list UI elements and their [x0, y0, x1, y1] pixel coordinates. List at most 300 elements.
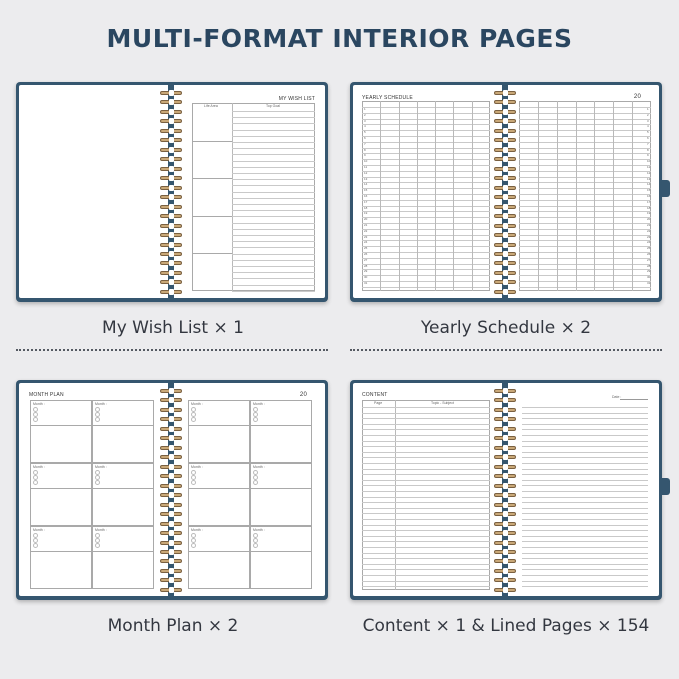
day-number: 21 [647, 223, 651, 227]
bullet-circle [191, 480, 196, 485]
ruled-line [522, 452, 648, 453]
ruled-line [522, 553, 648, 554]
ruled-line [522, 564, 648, 565]
ruled-line [232, 204, 315, 205]
spiral-coil [494, 156, 518, 162]
spiral-coil [494, 426, 518, 432]
month-box [188, 526, 250, 589]
ruled-line [232, 254, 315, 255]
ruled-line [522, 485, 648, 486]
month-box [92, 526, 154, 589]
day-number: 1 [647, 107, 649, 111]
bullet-circle [253, 480, 258, 485]
day-number: 11 [364, 165, 368, 169]
ruled-line [522, 446, 648, 447]
spiral-coil [160, 416, 184, 422]
grid-column [380, 101, 381, 291]
spiral-coil [160, 90, 184, 96]
section-divider [192, 178, 232, 179]
month-label: Month : [95, 528, 107, 532]
month-divider [188, 488, 250, 489]
lined-page [508, 383, 659, 596]
month-label: Month : [253, 402, 265, 406]
spiral-coil [494, 166, 518, 172]
ruled-line [522, 581, 648, 582]
day-number: 19 [647, 211, 651, 216]
spiral-coil [494, 388, 518, 394]
spiral-coil [160, 204, 184, 210]
day-number: 29 [647, 269, 651, 274]
month-box [250, 400, 312, 463]
spiral-coil [160, 521, 184, 527]
spiral-coil [160, 289, 184, 295]
ruled-line [232, 136, 315, 137]
ruled-line [362, 407, 490, 408]
spiral-coil [494, 587, 518, 593]
ruled-line [362, 441, 490, 442]
spiral-coil [494, 175, 518, 181]
ruled-line [362, 452, 490, 453]
day-number: 16 [647, 194, 651, 198]
section-divider [192, 216, 232, 217]
spiral-coil [494, 549, 518, 555]
ruled-line [232, 291, 315, 292]
spiral-coil [494, 185, 518, 191]
spiral-coil [494, 558, 518, 564]
bullet-circle [253, 543, 258, 548]
spiral-coil [160, 270, 184, 276]
spiral-coil [494, 397, 518, 403]
spiral-binding [160, 388, 184, 593]
month-box [92, 400, 154, 463]
ruled-line [522, 569, 648, 570]
ruled-line [232, 278, 315, 279]
spiral-coil [160, 445, 184, 451]
spiral-coil [494, 464, 518, 470]
ruled-line [362, 525, 490, 526]
ruled-line [362, 446, 490, 447]
ruled-line [362, 418, 490, 419]
ruled-line [522, 469, 648, 470]
spiral-coil [494, 204, 518, 210]
day-number: 5 [364, 130, 366, 135]
day-number: 9 [647, 153, 649, 158]
spiral-coil [494, 568, 518, 574]
ruled-line [362, 413, 490, 414]
spiral-coil [160, 492, 184, 498]
day-number: 7 [647, 141, 649, 146]
month-divider [188, 551, 250, 552]
ruled-line [362, 463, 490, 464]
ruled-line [232, 117, 315, 118]
ruled-line [232, 285, 315, 286]
spiral-coil [494, 502, 518, 508]
grid-column [613, 101, 614, 291]
spiral-coil [160, 260, 184, 266]
ruled-line [522, 418, 648, 419]
day-number: 8 [647, 147, 649, 152]
spiral-coil [494, 128, 518, 134]
ruled-line [232, 167, 315, 168]
ruled-line [522, 519, 648, 520]
life-area-header: Life Area [204, 104, 218, 108]
spiral-coil [160, 137, 184, 143]
month-box [30, 400, 92, 463]
month-divider [92, 425, 154, 426]
ruled-line [362, 547, 490, 548]
ruled-line [232, 247, 315, 248]
ruled-line [232, 266, 315, 267]
ruled-line [362, 485, 490, 486]
content-page [353, 383, 502, 596]
spiral-coil [494, 289, 518, 295]
ruled-line [232, 216, 315, 217]
ruled-line [522, 502, 648, 503]
ruled-line [232, 223, 315, 224]
month-divider [92, 551, 154, 552]
spiral-coil [494, 147, 518, 153]
month-label: Month : [33, 402, 45, 406]
ruled-line [232, 229, 315, 230]
month-divider [92, 488, 154, 489]
spiral-coil [160, 99, 184, 105]
ruled-line [522, 508, 648, 509]
day-number: 17 [364, 199, 368, 204]
spiral-coil [160, 511, 184, 517]
spiral-coil [160, 166, 184, 172]
spiral-coil [160, 147, 184, 153]
page-tab [661, 180, 670, 197]
ruled-line [522, 424, 648, 425]
ruled-line [362, 474, 490, 475]
month-label: Month : [191, 465, 203, 469]
day-number: 6 [647, 136, 649, 140]
month-label: Month : [95, 465, 107, 469]
spiral-coil [494, 118, 518, 124]
month-divider [188, 425, 250, 426]
ruled-line [522, 541, 648, 542]
spiral-coil [160, 388, 184, 394]
bullet-circle [191, 417, 196, 422]
bullet-circle [33, 417, 38, 422]
spiral-coil [160, 558, 184, 564]
month-year-label: 20 [299, 392, 307, 398]
month-label: Month : [33, 465, 45, 469]
content-title: CONTENT [362, 392, 388, 398]
day-number: 17 [647, 199, 651, 204]
spiral-coil [160, 251, 184, 257]
day-number: 24 [647, 240, 651, 245]
day-number: 5 [647, 130, 649, 135]
day-number: 3 [647, 118, 649, 123]
ruled-line [232, 198, 315, 199]
day-number: 11 [647, 165, 651, 169]
caption-content-lined: Content × 1 & Lined Pages × 154 [362, 616, 650, 636]
month-label: Month : [253, 528, 265, 532]
ruled-line [362, 508, 490, 509]
spiral-coil [494, 194, 518, 200]
spiral-coil [494, 242, 518, 248]
month-box [188, 400, 250, 463]
spiral-coil [494, 530, 518, 536]
spiral-binding [494, 90, 518, 295]
ruled-line [362, 435, 490, 436]
day-number: 4 [647, 124, 649, 129]
section-divider [192, 141, 232, 142]
ruled-line [362, 530, 490, 531]
bullet-circle [95, 543, 100, 548]
spiral-coil [160, 454, 184, 460]
month-box [250, 526, 312, 589]
ruled-line [362, 480, 490, 481]
caption-yearly-schedule: Yearly Schedule × 2 [420, 318, 592, 338]
spiral-coil [160, 242, 184, 248]
ruled-line [522, 575, 648, 576]
spiral-coil [160, 185, 184, 191]
ruled-line [232, 173, 315, 174]
month-label: Month : [191, 528, 203, 532]
spiral-coil [494, 445, 518, 451]
day-number: 2 [364, 112, 366, 117]
day-number: 2 [647, 112, 649, 117]
day-number: 27 [364, 257, 368, 262]
day-number: 19 [364, 211, 368, 216]
yearly-right-page [508, 85, 659, 298]
ruled-line [522, 558, 648, 559]
ruled-line [362, 424, 490, 425]
day-number: 14 [647, 182, 651, 187]
day-number: 12 [647, 170, 651, 175]
month-box [250, 463, 312, 526]
day-number: 18 [647, 205, 651, 210]
ruled-line [232, 111, 315, 112]
ruled-line [522, 525, 648, 526]
spiral-coil [160, 540, 184, 546]
ruled-line [522, 429, 648, 430]
ruled-line [522, 457, 648, 458]
spiral-coil [160, 587, 184, 593]
yearly-schedule-planner [350, 82, 662, 302]
wish-list-title: MY WISH LIST [278, 96, 315, 102]
ruled-line [522, 530, 648, 531]
ruled-line [232, 148, 315, 149]
caption-wish-list: My Wish List × 1 [102, 318, 244, 338]
ruled-line [522, 536, 648, 537]
month-divider [30, 551, 92, 552]
top-goal-header: Top Goal [266, 104, 281, 108]
ruled-line [522, 586, 648, 587]
ruled-line [232, 260, 315, 261]
day-number: 3 [364, 118, 366, 123]
month-box [30, 463, 92, 526]
month-left-page [19, 383, 168, 596]
ruled-line [232, 123, 315, 124]
ruled-line [362, 586, 490, 587]
spiral-coil [494, 232, 518, 238]
ruled-line [522, 407, 648, 408]
spiral-coil [494, 137, 518, 143]
day-number: 12 [364, 170, 368, 175]
spiral-coil [160, 118, 184, 124]
spiral-coil [160, 426, 184, 432]
grid-column [594, 101, 595, 291]
day-number: 9 [364, 153, 366, 158]
grid-column [557, 101, 558, 291]
spiral-coil [494, 99, 518, 105]
spiral-coil [160, 397, 184, 403]
day-number: 25 [647, 246, 651, 251]
day-number: 15 [647, 188, 651, 193]
grid-column [632, 101, 633, 291]
ruled-line [522, 435, 648, 436]
spiral-coil [160, 464, 184, 470]
day-number: 16 [364, 194, 368, 198]
day-number: 24 [364, 240, 368, 245]
grid-column [399, 101, 400, 291]
yearly-year-label: 20 [633, 94, 641, 100]
day-number: 6 [364, 136, 366, 140]
month-divider [30, 488, 92, 489]
spiral-coil [160, 502, 184, 508]
day-number: 31 [647, 281, 651, 285]
ruled-line [362, 519, 490, 520]
divider-dots [350, 349, 662, 351]
spiral-coil [494, 454, 518, 460]
spiral-coil [160, 279, 184, 285]
day-number: 25 [364, 246, 368, 251]
ruled-line [362, 553, 490, 554]
ruled-line [362, 513, 490, 514]
ruled-line [522, 497, 648, 498]
month-box [92, 463, 154, 526]
day-number: 14 [364, 182, 368, 187]
spiral-coil [160, 483, 184, 489]
ruled-line [362, 575, 490, 576]
day-number: 18 [364, 205, 368, 210]
grid-column [472, 101, 473, 291]
day-number: 22 [647, 228, 651, 233]
ruled-line [232, 179, 315, 180]
day-number: 26 [647, 252, 651, 256]
day-number: 29 [364, 269, 368, 274]
bullet-circle [33, 480, 38, 485]
spiral-coil [494, 473, 518, 479]
bullet-circle [95, 417, 100, 422]
date-label: Date : [612, 395, 622, 399]
day-number: 27 [647, 257, 651, 262]
grid-column [453, 101, 454, 291]
spiral-coil [160, 435, 184, 441]
ruled-line [522, 547, 648, 548]
ruled-line [232, 142, 315, 143]
ruled-line [362, 469, 490, 470]
grid-column [435, 101, 436, 291]
spiral-coil [494, 270, 518, 276]
spiral-coil [494, 90, 518, 96]
day-number: 13 [647, 176, 651, 181]
ruled-line [232, 192, 315, 193]
bullet-circle [33, 543, 38, 548]
spiral-coil [160, 568, 184, 574]
ruled-line [522, 463, 648, 464]
section-divider [192, 253, 232, 254]
yearly-left-page [353, 85, 502, 298]
ruled-line [362, 569, 490, 570]
ruled-line [362, 581, 490, 582]
page-title: MULTI-FORMAT INTERIOR PAGES [106, 24, 573, 53]
month-divider [250, 551, 312, 552]
ruled-line [522, 491, 648, 492]
day-number: 22 [364, 228, 368, 233]
ruled-line [362, 429, 490, 430]
month-plan-title: MONTH PLAN [29, 392, 64, 398]
ruled-line [232, 241, 315, 242]
ruled-line [362, 497, 490, 498]
grid-column [417, 101, 418, 291]
spiral-coil [494, 483, 518, 489]
spiral-coil [160, 156, 184, 162]
day-number: 23 [364, 234, 368, 239]
bullet-circle [95, 480, 100, 485]
ruled-line [362, 564, 490, 565]
day-number: 10 [364, 159, 368, 164]
grid-column [538, 101, 539, 291]
divider-dots [16, 349, 328, 351]
spiral-coil [494, 260, 518, 266]
month-box [30, 526, 92, 589]
day-number: 13 [364, 176, 368, 181]
ruled-line [232, 130, 315, 131]
month-plan-planner [16, 380, 328, 600]
caption-month-plan: Month Plan × 2 [107, 616, 239, 636]
month-label: Month : [253, 465, 265, 469]
day-number: 4 [364, 124, 366, 129]
spiral-coil [494, 577, 518, 583]
ruled-line [522, 480, 648, 481]
spiral-coil [160, 194, 184, 200]
spiral-coil [160, 577, 184, 583]
ruled-line [362, 457, 490, 458]
spiral-coil [160, 232, 184, 238]
ruled-line [362, 558, 490, 559]
ruled-line [522, 413, 648, 414]
spiral-binding [160, 90, 184, 295]
spiral-coil [160, 407, 184, 413]
day-number: 26 [364, 252, 368, 256]
day-number: 20 [364, 217, 368, 222]
ruled-line [232, 210, 315, 211]
grid-column [576, 101, 577, 291]
spiral-coil [494, 407, 518, 413]
day-number: 7 [364, 141, 366, 146]
spiral-coil [160, 223, 184, 229]
day-number: 28 [364, 263, 368, 268]
ruled-line [232, 154, 315, 155]
day-number: 30 [647, 275, 651, 280]
spiral-coil [494, 251, 518, 257]
page-column-header: Page [374, 401, 383, 405]
topic-column-header: Topic - Subject [431, 401, 454, 405]
spiral-coil [160, 109, 184, 115]
day-number: 28 [647, 263, 651, 268]
spiral-coil [160, 175, 184, 181]
spiral-coil [494, 521, 518, 527]
spiral-coil [494, 435, 518, 441]
month-label: Month : [33, 528, 45, 532]
day-number: 30 [364, 275, 368, 280]
spiral-coil [494, 279, 518, 285]
ruled-line [362, 536, 490, 537]
